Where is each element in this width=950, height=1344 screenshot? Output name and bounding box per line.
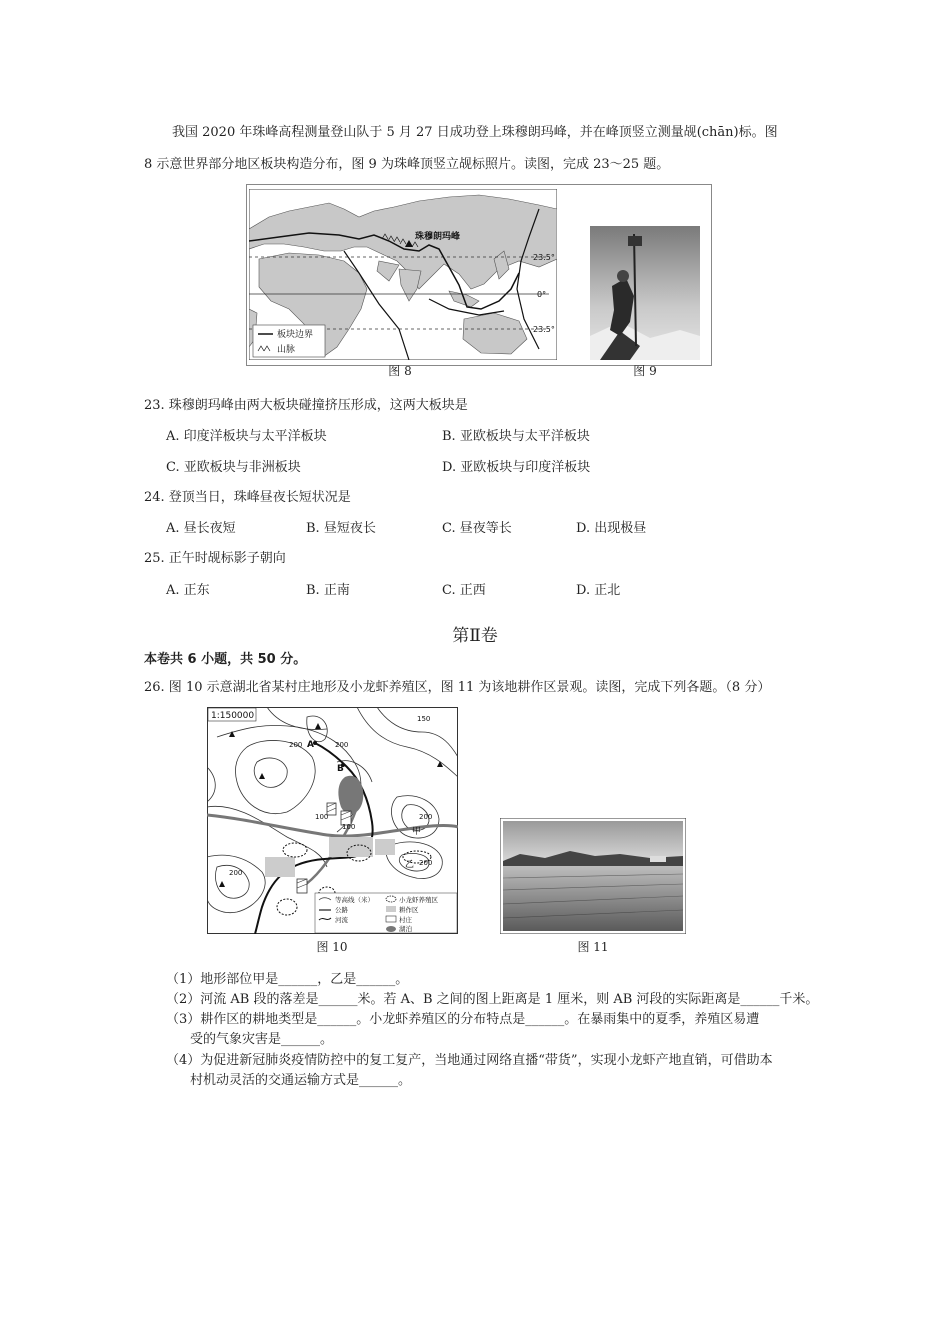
photo11-building <box>650 856 666 862</box>
intro-line-2: 8 示意世界部分地区板块构造分布，图 9 为珠峰顶竖立觇标照片。读图，完成 23～25 题。 <box>144 157 670 172</box>
photo-climber-head <box>617 270 629 282</box>
q25-option-c[interactable]: C. 正西 <box>442 583 486 598</box>
label-jia: 甲 <box>412 827 422 837</box>
q24-stem: 24. 登顶当日，珠峰昼夜长短状况是 <box>144 490 351 505</box>
figure-8-map <box>249 189 557 360</box>
q24-option-b[interactable]: B. 昼短夜长 <box>306 521 376 536</box>
label-b: B <box>337 764 344 774</box>
q24-option-a[interactable]: A. 昼长夜短 <box>166 521 236 536</box>
legend-mountain-label: 山脉 <box>277 345 296 355</box>
legend-village-symbol <box>386 916 396 922</box>
peak-label: 珠穆朗玛峰 <box>415 232 461 242</box>
figure-11-photo <box>500 818 686 934</box>
contour-label-150: 150 <box>417 715 431 723</box>
figure-10-map <box>207 707 458 934</box>
section-2-note: 本卷共 6 小题，共 50 分。 <box>144 652 307 667</box>
q26-sub1: （1）地形部位甲是______，乙是______。 <box>166 972 409 987</box>
legend-boundary-label: 板块边界 <box>277 330 314 340</box>
q23-option-d[interactable]: D. 亚欧板块与印度洋板块 <box>442 460 591 475</box>
fig10-caption: 图 10 <box>316 940 348 954</box>
lat-label-north: 23.5° <box>533 253 555 262</box>
farmland-3 <box>375 839 395 855</box>
legend-shrimp-label: 小龙虾养殖区 <box>399 896 438 904</box>
photo-pole-top <box>628 236 642 246</box>
fig9-caption: 图 9 <box>633 364 657 378</box>
legend-road-label: 公路 <box>335 906 348 914</box>
q26-sub3-line2: 受的气象灾害是______。 <box>190 1032 334 1047</box>
farmland-2 <box>265 857 295 877</box>
fig11-caption: 图 11 <box>577 940 609 954</box>
lake <box>338 776 363 814</box>
q26-sub4-line2: 村机动灵活的交通运输方式是______。 <box>190 1073 412 1088</box>
q23-option-a[interactable]: A. 印度洋板块与太平洋板块 <box>166 429 327 444</box>
contour-label-100-a: 100 <box>315 813 329 821</box>
legend-river-label: 河流 <box>335 916 348 924</box>
contour-label-100-b: 100 <box>342 823 356 831</box>
contour-label-200-c: 200 <box>419 813 433 821</box>
contour-label-200-b: 200 <box>289 741 303 749</box>
q23-option-c[interactable]: C. 亚欧板块与非洲板块 <box>166 460 301 475</box>
q25-option-a[interactable]: A. 正东 <box>166 583 210 598</box>
q24-option-c[interactable]: C. 昼夜等长 <box>442 521 512 536</box>
contour-label-200-e: 200 <box>229 869 243 877</box>
q26-sub4-line1: （4）为促进新冠肺炎疫情防控中的复工复产，当地通过网络直播“带货”，实现小龙虾产地直销，可借助本 <box>166 1053 773 1068</box>
intro-line-1: 我国 2020 年珠峰高程测量登山队于 5 月 27 日成功登上珠穆朗玛峰，并在峰顶竖立测量觇(chān)标。图 <box>172 125 778 140</box>
fig8-caption: 图 8 <box>388 364 412 378</box>
label-a: A <box>307 740 314 750</box>
legend-village-label: 村庄 <box>399 916 412 924</box>
contour-label-200-d: 200 <box>419 859 433 867</box>
legend-contour-label: 等高线（米） <box>335 896 374 904</box>
legend-lake-symbol <box>386 926 396 932</box>
q26-stem: 26. 图 10 示意湖北省某村庄地形及小龙虾养殖区，图 11 为该地耕作区景观。读图，完成下列各题。（8 分） <box>144 680 771 695</box>
label-yi: 乙 <box>405 860 415 870</box>
scale-label: 1:150000 <box>211 711 255 721</box>
q25-stem: 25. 正午时觇标影子朝向 <box>144 551 286 566</box>
section-2-title: 第Ⅱ卷 <box>452 626 498 646</box>
lat-label-equator: 0° <box>537 290 547 299</box>
contour-label-200-a: 200 <box>335 741 349 749</box>
q26-sub3-line1: （3）耕作区的耕地类型是______。小龙虾养殖区的分布特点是______。在暴雨集中的夏季，养殖区易遭 <box>166 1012 760 1027</box>
lat-label-south: 23.5° <box>533 325 555 334</box>
q26-sub2: （2）河流 AB 段的落差是______米。若 A、B 之间的图上距离是 1 厘米，则 AB 河段的实际距离是______千米。 <box>166 992 819 1007</box>
q23-option-b[interactable]: B. 亚欧板块与太平洋板块 <box>442 429 590 444</box>
figure-9-photo <box>590 226 700 360</box>
legend-lake-label: 湖泊 <box>399 925 412 933</box>
legend-farm-symbol <box>386 906 396 912</box>
legend-farm-label: 耕作区 <box>399 906 419 914</box>
q25-option-d[interactable]: D. 正北 <box>576 583 621 598</box>
q23-stem: 23. 珠穆朗玛峰由两大板块碰撞挤压形成，这两大板块是 <box>144 398 468 413</box>
q25-option-b[interactable]: B. 正南 <box>306 583 350 598</box>
q24-option-d[interactable]: D. 出现极昼 <box>576 521 647 536</box>
photo11-sky <box>503 821 683 861</box>
